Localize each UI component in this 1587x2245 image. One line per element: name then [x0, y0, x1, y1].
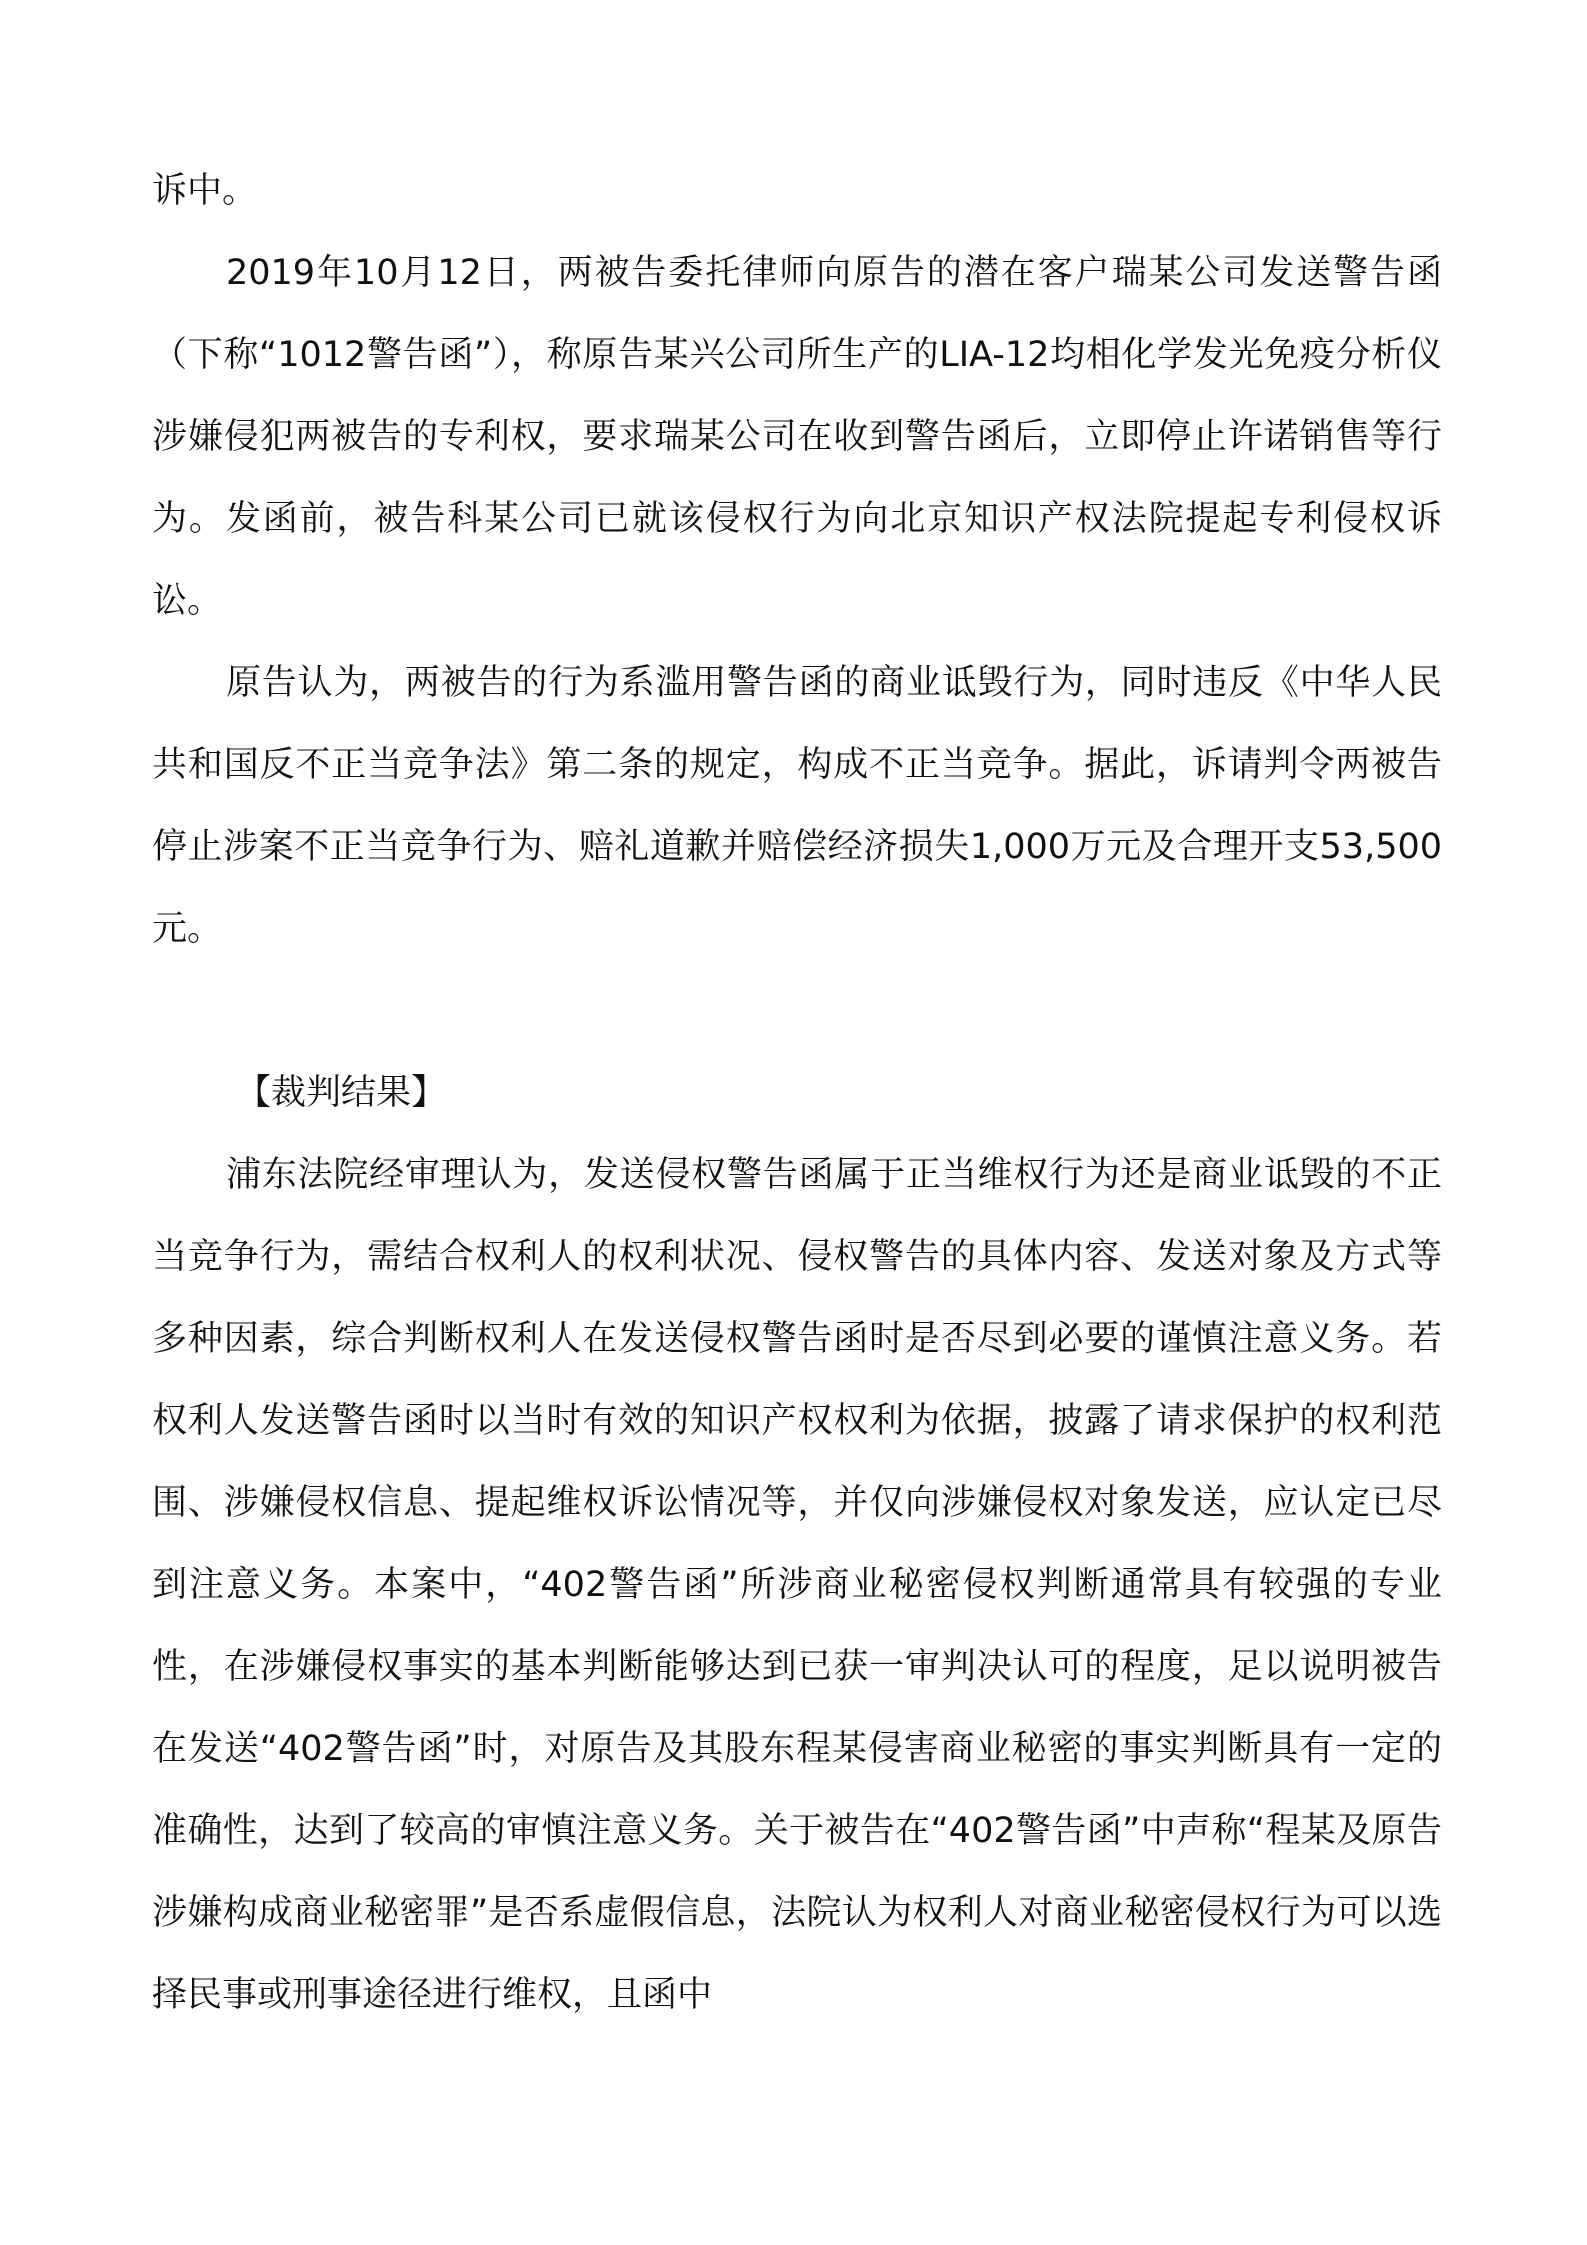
paragraph-court-reasoning: 浦东法院经审理认为，发送侵权警告函属于正当维权行为还是商业诋毁的不正当竞争行为，需结合权利人的权利状况、侵权警告的具体内容、发送对象及方式等多种因素，综合判断权利人在发送侵权警告函时是否尽到必要的谨慎注意义务。若权利人发送警告函时以当时有效的知识产权权利为依据，披露了请求保护的权利范围、涉嫌侵权信息、提起维权诉讼情况等，并仅向涉嫌侵权对象发送，应认定已尽到注意义务。本案中，“402警告函”所涉商业秘密侵权判断通常具有较强的专业性，在涉嫌侵权事实的基本判断能够达到已获一审判决认可的程度，足以说明被告在发送“402警告函”时，对原告及其股东程某侵害商业秘密的事实判断具有一定的准确性，达到了较高的审慎注意义务。关于被告在“402警告函”中声称“程某及原告涉嫌构成商业秘密罪”是否系虚假信息，法院认为权利人对商业秘密侵权行为可以选择民事或刑事途径进行维权，且函中 [152, 1155, 1442, 2015]
document-body [152, 150, 1442, 2036]
paragraph-plaintiff-claims: 原告认为，两被告的行为系滥用警告函的商业诋毁行为，同时违反《中华人民共和国反不正当竞争法》第二条的规定，构成不正当竞争。据此，诉请判令两被告停止涉案不正当竞争行为、赔礼道歉并赔偿经济损失1,000万元及合理开支53,500元。 [152, 663, 1442, 949]
paragraph-warning-letter-1012: 2019年10月12日，两被告委托律师向原告的潜在客户瑞某公司发送警告函（下称“1012警告函”），称原告某兴公司所生产的LIA-12均相化学发光免疫分析仪涉嫌侵犯两被告的专利权，要求瑞某公司在收到警告函后，立即停止许诺销售等行为。发函前，被告科某公司已就该侵权行为向北京知识产权法院提起专利侵权诉讼。 [152, 253, 1442, 621]
paragraph-continuation: 诉中。 [152, 171, 258, 211]
section-title-judgment-result: 【裁判结果】 [236, 1073, 447, 1113]
